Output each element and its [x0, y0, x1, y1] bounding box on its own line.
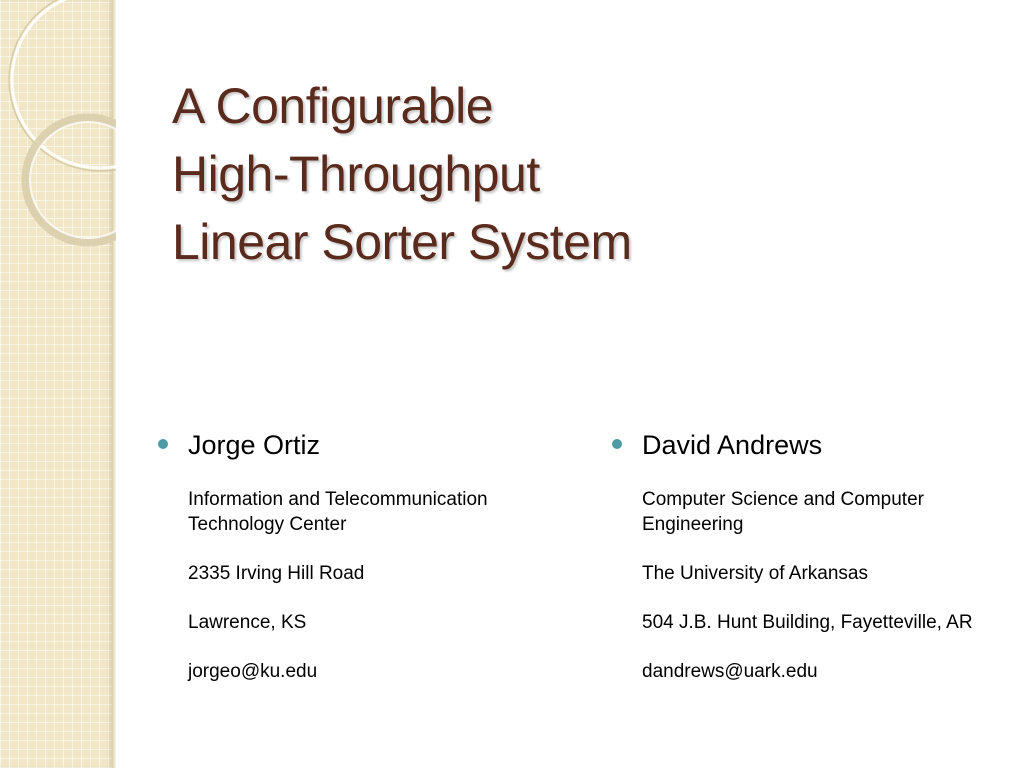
author-email: dandrews@uark.edu	[642, 660, 818, 682]
title-line-1: A Configurable	[172, 78, 494, 134]
bullet-icon	[612, 439, 622, 449]
author-details	[188, 488, 558, 684]
decorative-ring-upper-shade	[9, 0, 116, 171]
author-block-ortiz	[158, 424, 558, 709]
author-affiliation: Information and Telecommunication Technology Center	[188, 489, 488, 535]
author-address: 2335 Irving Hill Road	[188, 562, 365, 584]
author-details	[642, 488, 1012, 684]
author-name: Jorge Ortiz	[188, 430, 321, 460]
decorative-rings	[0, 0, 116, 300]
bullet-icon	[158, 439, 168, 449]
title-line-3: Linear Sorter System	[172, 214, 632, 270]
slide-title	[172, 72, 632, 276]
author-name-row	[612, 424, 1012, 468]
title-line-2: High-Throughput	[172, 146, 540, 202]
author-department: Computer Science and Computer Engineering	[642, 489, 924, 535]
author-university: The University of Arkansas	[642, 562, 868, 584]
author-name-row	[158, 424, 558, 468]
author-address: 504 J.B. Hunt Building, Fayetteville, AR	[642, 611, 973, 633]
decorative-ring-lower	[26, 118, 116, 242]
author-email: jorgeo@ku.edu	[188, 660, 318, 682]
author-block-andrews	[612, 424, 1012, 709]
author-city: Lawrence, KS	[188, 611, 307, 633]
author-name: David Andrews	[642, 430, 823, 460]
